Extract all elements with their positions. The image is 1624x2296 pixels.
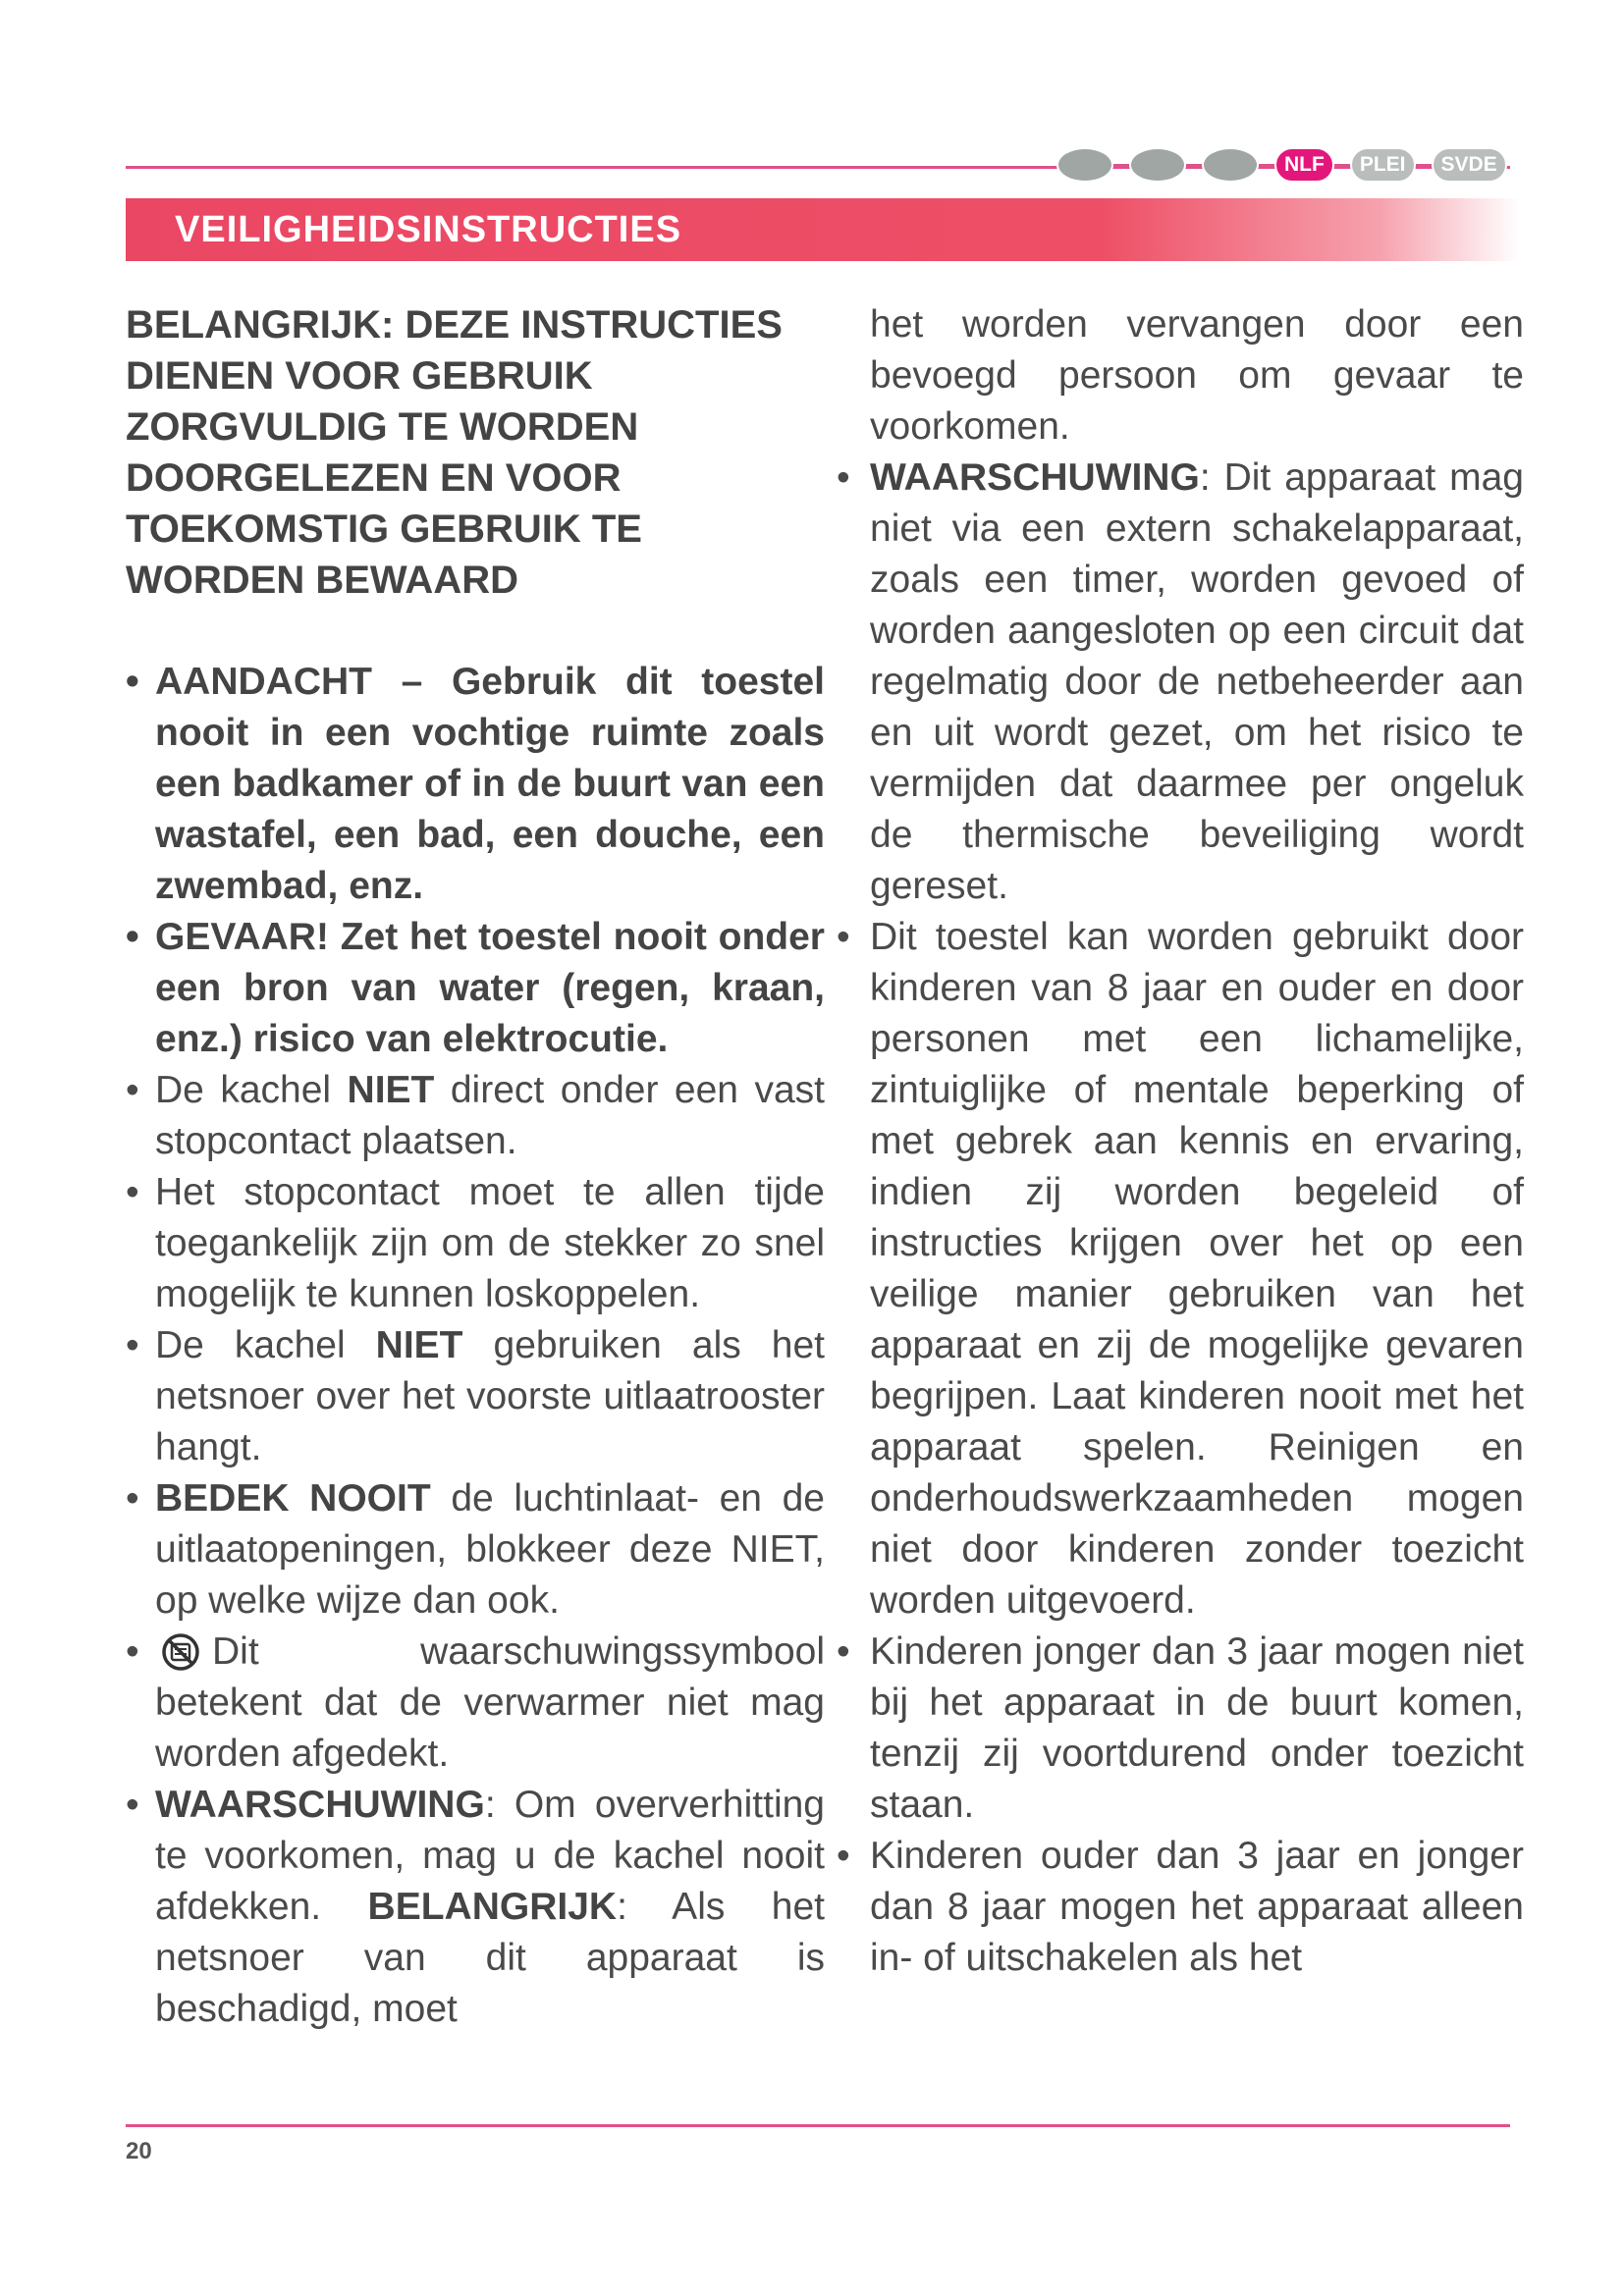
important-heading: BELANGRIJK: DEZE INSTRUCTIES DIENEN VOOR GEBRUIK ZORGVULDIG TE WORDEN DOORGELEZEN EN VOOR TOEKOMSTIG GEBRUIK TE WORDEN BEWAARD (126, 303, 783, 602)
section-banner (126, 198, 1520, 261)
list-item: • AANDACHT – Gebruik dit toestel nooit in een vochtige ruimte zoals een badkamer of in de buurt van een wastafel, een bad, een douche, een zwembad, enz. (126, 661, 825, 907)
language-tab-nlf: NLF (1274, 147, 1334, 183)
list-item: • De kachel NIET gebruiken als het netsnoer over het voorste uitlaatrooster hangt. (126, 1324, 825, 1468)
list-item: • Het stopcontact moet te allen tijde toegankelijk zijn om de stekker zo snel mogelijk te kunnen loskoppelen. (126, 1171, 825, 1315)
left-column (126, 299, 825, 2035)
list-item: • Dit waarschuwingssymbool betekent dat de verwarmer niet mag worden afgedekt. (126, 1630, 825, 1775)
list-item: • GEVAAR! Zet het toestel nooit onder een bron van water (regen, kraan, enz.) risico van elektrocutie. (126, 916, 825, 1060)
list-item: • BEDEK NOOIT de luchtinlaat- en de uitlaatopeningen, blokkeer deze NIET, op welke wijze dan ook. (126, 1477, 825, 1622)
bottom-rule (126, 2124, 1510, 2127)
do-not-cover-icon (161, 1632, 200, 1672)
list-item: • WAARSCHUWING: Dit apparaat mag niet via een extern schakelapparaat, zoals een timer, worden gevoed of worden aangesloten op een circuit dat regelmatig door de netbeheerder aan en uit wordt gezet, om het risico te vermijden dat daarmee per ongeluk de thermische beveiliging wordt gereset. (837, 456, 1524, 907)
list-item: • Dit toestel kan worden gebruikt door kinderen van 8 jaar en ouder en door personen met een lichamelijke, zintuiglijke of mentale beperking of met gebrek aan kennis en ervaring, indien zij worden begeleid of instructies krijgen over het op een veilige manier gebruiken van het apparaat en zij de mogelijke gevaren begrijpen. Laat kinderen nooit met het apparaat spelen. Reinigen en onderhoudswerkzaamheden mogen niet door kinderen zonder toezicht worden uitgevoerd. (837, 916, 1524, 1622)
continued-text: het worden vervangen door een bevoegd persoon om gevaar te voorkomen. (870, 303, 1524, 448)
language-indicator (1056, 145, 1507, 185)
right-column (837, 299, 1524, 1984)
page-number: 20 (126, 2138, 152, 2164)
list-item: • WAARSCHUWING: Om oververhitting te voorkomen, mag u de kachel nooit afdekken. BELANGRIJK: Als het netsnoer van dit apparaat is beschadigd, moet (126, 1784, 825, 2030)
language-tab-plei: PLEI (1350, 147, 1416, 183)
list-item: • Kinderen ouder dan 3 jaar en jonger dan 8 jaar mogen het apparaat alleen in- of uitschakelen als het (837, 1835, 1524, 1979)
list-item: • De kachel NIET direct onder een vast stopcontact plaatsen. (126, 1069, 825, 1162)
section-title: VEILIGHEIDSINSTRUCTIES (175, 209, 682, 250)
language-dot (1056, 147, 1113, 183)
language-dot (1129, 147, 1186, 183)
language-tab-svde: SVDE (1432, 147, 1507, 183)
language-dot (1202, 147, 1259, 183)
list-item: • Kinderen jonger dan 3 jaar mogen niet bij het apparaat in de buurt komen, tenzij zij voortdurend onder toezicht staan. (837, 1630, 1524, 1826)
